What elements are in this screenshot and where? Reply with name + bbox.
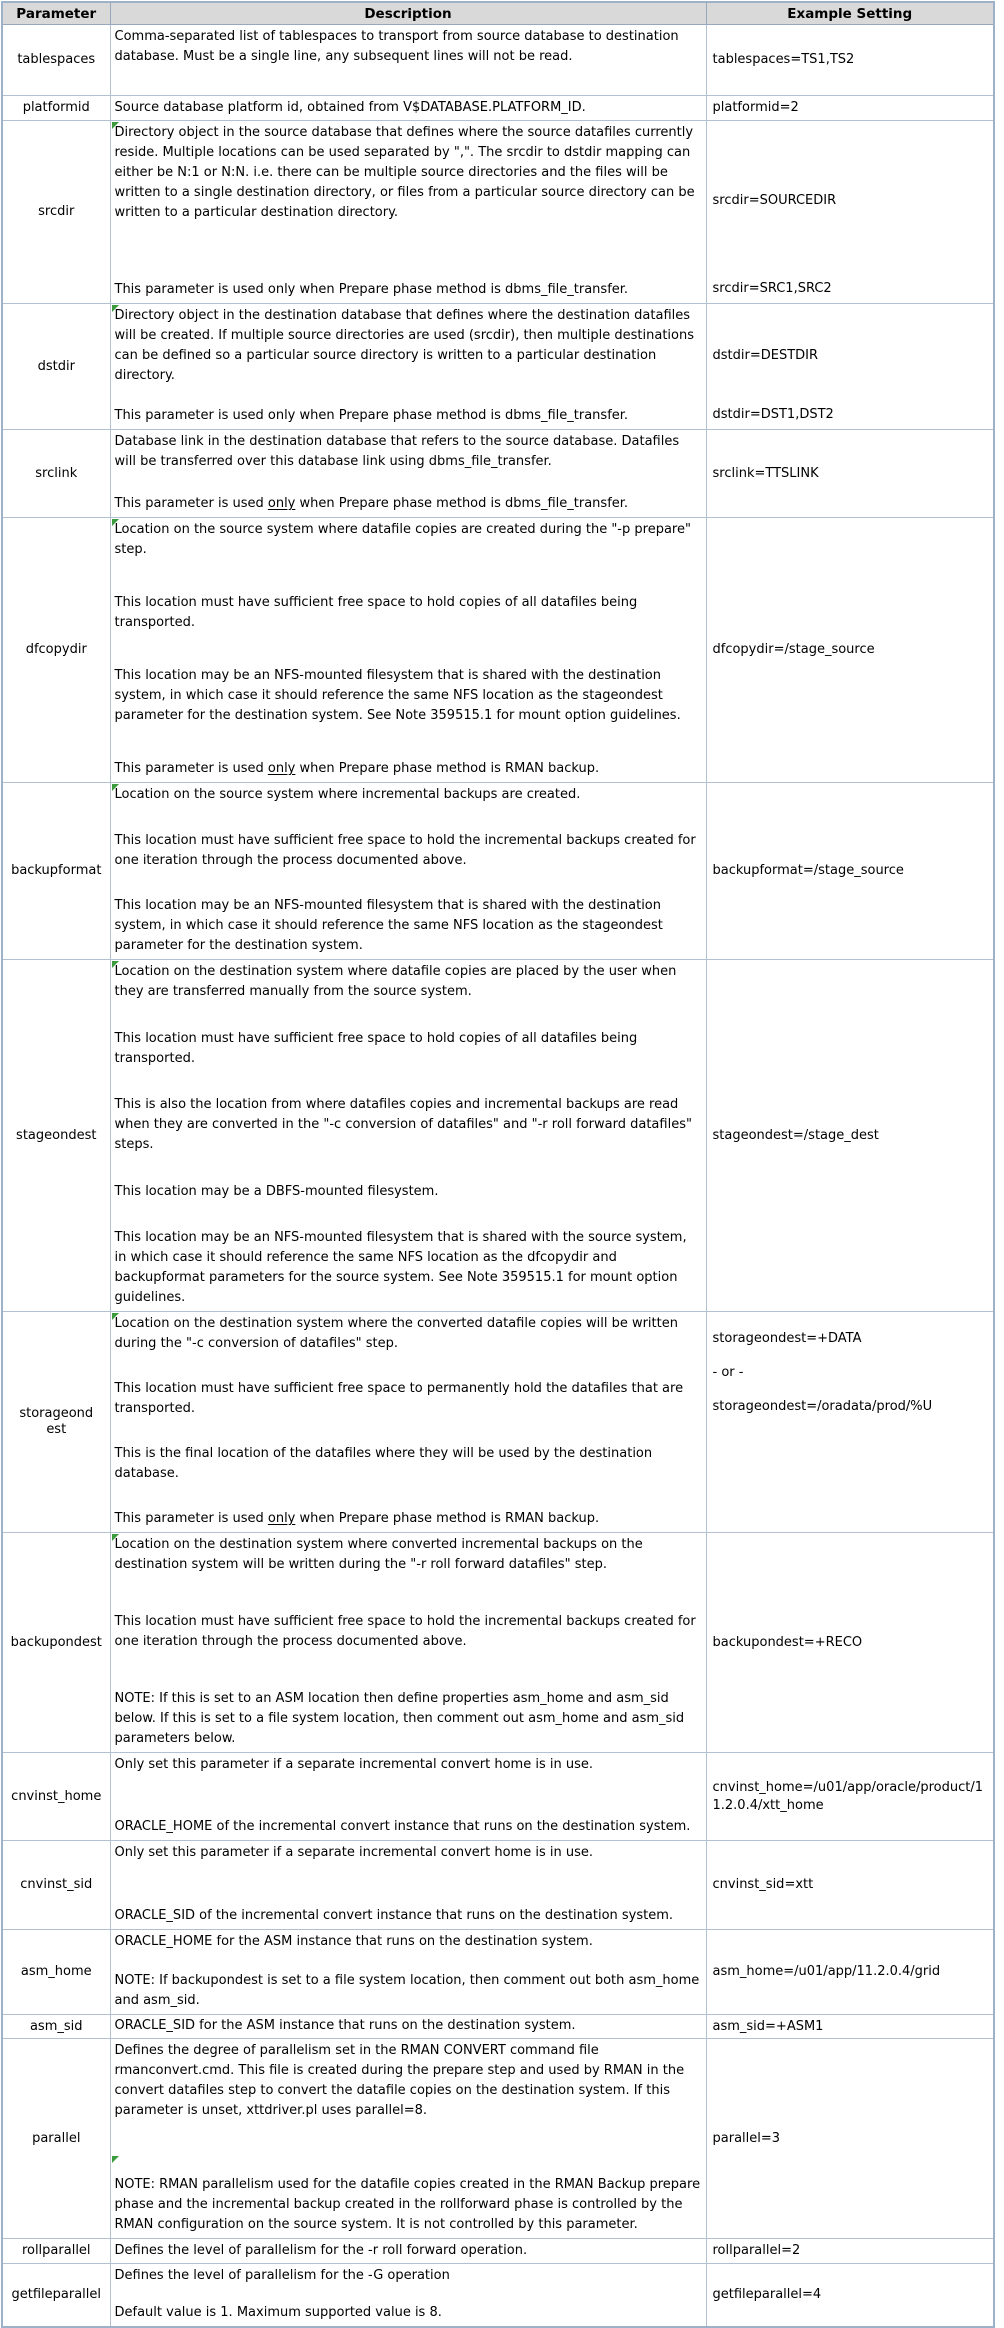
example-value: getfileparallel=4 [712, 2286, 822, 2302]
desc-paragraph: This location may be an NFS-mounted filesystem that is shared with the destination system, in which case it should reference the same NFS location as the stageondest parameter for the destination system. See Note 359515.1 for mount option guidelines. [114, 668, 681, 723]
desc-paragraph: Defines the level of parallelism for the -G operation [114, 2268, 450, 2283]
desc-paragraph: Source database platform id, obtained from V$DATABASE.PLATFORM_ID. [114, 100, 586, 115]
param-cell: rollparallel [2, 2239, 110, 2264]
desc-cell [110, 960, 706, 1312]
desc-cell [110, 2015, 706, 2039]
example-cell [706, 25, 994, 96]
param-cell: tablespaces [2, 25, 110, 96]
example-cell [706, 2264, 994, 2327]
desc-cell [110, 121, 706, 304]
desc-paragraph: NOTE: If backupondest is set to a file system location, then comment out both asm_home and asm_sid. [114, 1973, 700, 2008]
header-parameter: Parameter [2, 2, 110, 25]
desc-cell [110, 1533, 706, 1753]
example-cell [706, 960, 994, 1312]
example-cell [706, 304, 994, 430]
desc-paragraph: Comma-separated list of tablespaces to transport from source database to destination database. Must be a single line, any subsequent lines will not be read. [114, 29, 679, 64]
param-cell: cnvinst_sid [2, 1841, 110, 1930]
desc-cell [110, 1753, 706, 1841]
comment-flag-icon [112, 961, 119, 968]
example-cell [706, 2015, 994, 2039]
parameter-table [1, 1, 995, 2328]
table-row-tablespaces [2, 25, 994, 96]
example-value: parallel=3 [712, 2130, 781, 2146]
param-cell: platformid [2, 96, 110, 121]
comment-flag-icon [112, 784, 119, 791]
desc-paragraph: Location on the destination system where converted incremental backups on the destination system will be written during the "-r roll forward datafiles" step. [114, 1537, 643, 1572]
comment-flag-icon [112, 305, 119, 312]
desc-paragraph: This location must have sufficient free space to permanently hold the datafiles that are transported. [114, 1381, 684, 1416]
table-row-platformid [2, 96, 994, 121]
example-value: dfcopydir=/stage_source [712, 642, 875, 657]
desc-paragraph: This location may be an NFS-mounted filesystem that is shared with the source system, in which case it should reference the same NFS location as the dfcopydir and backupformat parameters for the source system. See Note 359515.1 for mount option guidelines. [114, 1230, 687, 1305]
desc-paragraph: This parameter is used only when Prepare phase method is dbms_file_transfer. [114, 496, 629, 511]
desc-paragraph: ORACLE_HOME for the ASM instance that runs on the destination system. [114, 1934, 593, 1949]
param-cell: asm_sid [2, 2015, 110, 2039]
example-cell [706, 2239, 994, 2264]
example-value: asm_home=/u01/app/11.2.0.4/grid [712, 1964, 941, 1979]
desc-cell [110, 304, 706, 430]
example-value: backupformat=/stage_source [712, 863, 904, 878]
desc-paragraph: This location may be an NFS-mounted filesystem that is shared with the destination system, in which case it should reference the same NFS location as the stageondest parameter for the destination system. [114, 898, 663, 953]
example-cell [706, 1753, 994, 1841]
example-value: tablespaces=TS1,TS2 [712, 52, 855, 67]
param-cell: asm_home [2, 1930, 110, 2015]
desc-cell [110, 25, 706, 96]
example-value: storageondest=/oradata/prod/%U [712, 1399, 933, 1414]
param-cell: cnvinst_home [2, 1753, 110, 1841]
param-cell: stageondest [2, 960, 110, 1312]
example-value: cnvinst_home=/u01/app/oracle/product/11.2.0.4/xtt_home [712, 1779, 983, 1813]
param-cell: storageondest [2, 1312, 110, 1533]
desc-paragraph: This location may be a DBFS-mounted filesystem. [114, 1183, 439, 1199]
example-cell [706, 1841, 994, 1930]
desc-cell [110, 518, 706, 783]
desc-paragraph: Location on the source system where incremental backups are created. [114, 787, 581, 802]
desc-cell [110, 1312, 706, 1533]
desc-paragraph: Directory object in the source database that defines where the source datafiles currently reside. Multiple locations can be used separated by ",". The srcdir to dstdir mapping can either be N:1 or N:N. i.e. there can be multiple source directories and the files will be written to a single destination directory, or files from a particular source directory can be written to a particular destination directory. [114, 125, 695, 220]
example-value: dstdir=DST1,DST2 [712, 406, 834, 422]
desc-cell [110, 2239, 706, 2264]
param-cell: dfcopydir [2, 518, 110, 783]
param-cell: dstdir [2, 304, 110, 430]
desc-paragraph: Directory object in the destination database that defines where the destination datafiles will be created. If multiple source directories are used (srcdir), then multiple destinations can be defined so a particular source directory is written to a particular destination directory. [114, 308, 694, 383]
example-value: platformid=2 [712, 100, 799, 115]
table-row-getfileparallel [2, 2264, 994, 2327]
table-row-storageondest [2, 1312, 994, 1533]
desc-paragraph: ORACLE_HOME of the incremental convert instance that runs on the destination system. [114, 1819, 691, 1834]
desc-paragraph: Only set this parameter if a separate incremental convert home is in use. [114, 1757, 593, 1772]
table-row-rollparallel [2, 2239, 994, 2264]
param-cell: backupformat [2, 783, 110, 960]
example-value: srcdir=SRC1,SRC2 [712, 280, 832, 296]
comment-flag-icon [112, 1313, 119, 1320]
desc-cell [110, 96, 706, 121]
desc-paragraph: Location on the source system where datafile copies are created during the "-p prepare" step. [114, 522, 691, 557]
example-value: dstdir=DESTDIR [712, 347, 819, 363]
table-row-dstdir [2, 304, 994, 430]
desc-paragraph: This parameter is used only when Prepare phase method is dbms_file_transfer. [114, 282, 629, 297]
desc-paragraph: Defines the level of parallelism for the -r roll forward operation. [114, 2243, 528, 2258]
desc-paragraph: This is also the location from where datafiles copies and incremental backups are read when they are converted in the "-c conversion of datafiles" and "-r roll forward datafiles" steps. [114, 1097, 692, 1152]
header-description: Description [110, 2, 706, 25]
param-cell: getfileparallel [2, 2264, 110, 2327]
table-row-asm-home [2, 1930, 994, 2015]
example-value: srcdir=SOURCEDIR [712, 193, 837, 208]
example-cell [706, 96, 994, 121]
desc-paragraph: This location must have sufficient free space to hold the incremental backups created for one iteration through the process documented above. [114, 832, 696, 868]
desc-paragraph: ORACLE_SID for the ASM instance that runs on the destination system. [114, 2018, 576, 2033]
desc-cell [110, 430, 706, 518]
example-cell [706, 1930, 994, 2015]
desc-paragraph: NOTE: If this is set to an ASM location then define properties asm_home and asm_sid below. If this is set to a file system location, then comment out asm_home and asm_sid parameters below. [114, 1691, 685, 1746]
desc-cell [110, 783, 706, 960]
desc-cell [110, 1930, 706, 2015]
desc-paragraph: This location must have sufficient free space to hold copies of all datafiles being transported. [114, 595, 638, 630]
table-row-backupondest [2, 1533, 994, 1753]
example-cell [706, 518, 994, 783]
desc-paragraph: Default value is 1. Maximum supported value is 8. [114, 2305, 442, 2320]
desc-paragraph: Database link in the destination database that refers to the source database. Datafiles will be transferred over this database link using dbms_file_transfer. [114, 434, 680, 469]
param-cell: srcdir [2, 121, 110, 304]
table-row-cnvinst-sid [2, 1841, 994, 1930]
table-row-srclink [2, 430, 994, 518]
example-value: cnvinst_sid=xtt [712, 1877, 814, 1892]
table-row-stageondest [2, 960, 994, 1312]
desc-paragraph: This location must have sufficient free space to hold the incremental backups created for one iteration through the process documented above. [114, 1614, 696, 1649]
desc-cell [110, 2264, 706, 2327]
example-cell [706, 1312, 994, 1533]
desc-paragraph: This location must have sufficient free space to hold copies of all datafiles being transported. [114, 1030, 638, 1066]
desc-cell [110, 2039, 706, 2239]
desc-paragraph: Defines the degree of parallelism set in the RMAN CONVERT command file rmanconvert.cmd. This file is created during the prepare step and used by RMAN in the convert datafiles step to convert the datafile copies on the destination system. If this parameter is unset, xttdriver.pl uses parallel=8. [114, 2043, 685, 2118]
desc-paragraph: ORACLE_SID of the incremental convert instance that runs on the destination system. [114, 1908, 674, 1923]
comment-flag-icon [112, 519, 119, 526]
example-value: backupondest=+RECO [712, 1634, 863, 1650]
example-cell [706, 430, 994, 518]
table-row-srcdir [2, 121, 994, 304]
desc-cell [110, 1841, 706, 1930]
table-row-asm-sid [2, 2015, 994, 2039]
example-cell [706, 2039, 994, 2239]
desc-paragraph: NOTE: RMAN parallelism used for the datafile copies created in the RMAN Backup prepare phase and the incremental backup created in the rollforward phase is controlled by the RMAN configuration on the source system. It is not controlled by this parameter. [114, 2177, 701, 2232]
example-value: - or - [712, 1365, 744, 1380]
table-row-parallel [2, 2039, 994, 2239]
header-row [2, 2, 994, 25]
param-cell: srclink [2, 430, 110, 518]
example-value: srclink=TTSLINK [712, 465, 819, 481]
table-row-backupformat [2, 783, 994, 960]
desc-paragraph: This parameter is used only when Prepare phase method is RMAN backup. [114, 761, 600, 776]
desc-paragraph: This parameter is used only when Prepare phase method is dbms_file_transfer. [114, 408, 629, 423]
comment-flag-icon [112, 1534, 119, 1541]
desc-paragraph: Location on the destination system where datafile copies are placed by the user when they are transferred manually from the source system. [114, 964, 677, 999]
header-example-setting: Example Setting [706, 2, 994, 25]
example-value: stageondest=/stage_dest [712, 1127, 879, 1143]
comment-flag-icon [112, 2156, 119, 2163]
desc-paragraph: This is the final location of the datafiles where they will be used by the destination database. [114, 1446, 653, 1481]
example-cell [706, 1533, 994, 1753]
table-row-cnvinst-home [2, 1753, 994, 1841]
example-value: storageondest=+DATA [712, 1331, 862, 1346]
desc-paragraph: This parameter is used only when Prepare phase method is RMAN backup. [114, 1511, 600, 1526]
param-cell: parallel [2, 2039, 110, 2239]
param-cell: backupondest [2, 1533, 110, 1753]
example-value: rollparallel=2 [712, 2243, 801, 2258]
example-cell [706, 783, 994, 960]
table-row-dfcopydir [2, 518, 994, 783]
example-value: asm_sid=+ASM1 [712, 2018, 824, 2034]
comment-flag-icon [112, 122, 119, 129]
desc-paragraph: Only set this parameter if a separate incremental convert home is in use. [114, 1845, 593, 1860]
desc-paragraph: Location on the destination system where the converted datafile copies will be written during the "-c conversion of datafiles" step. [114, 1316, 678, 1351]
example-cell [706, 121, 994, 304]
